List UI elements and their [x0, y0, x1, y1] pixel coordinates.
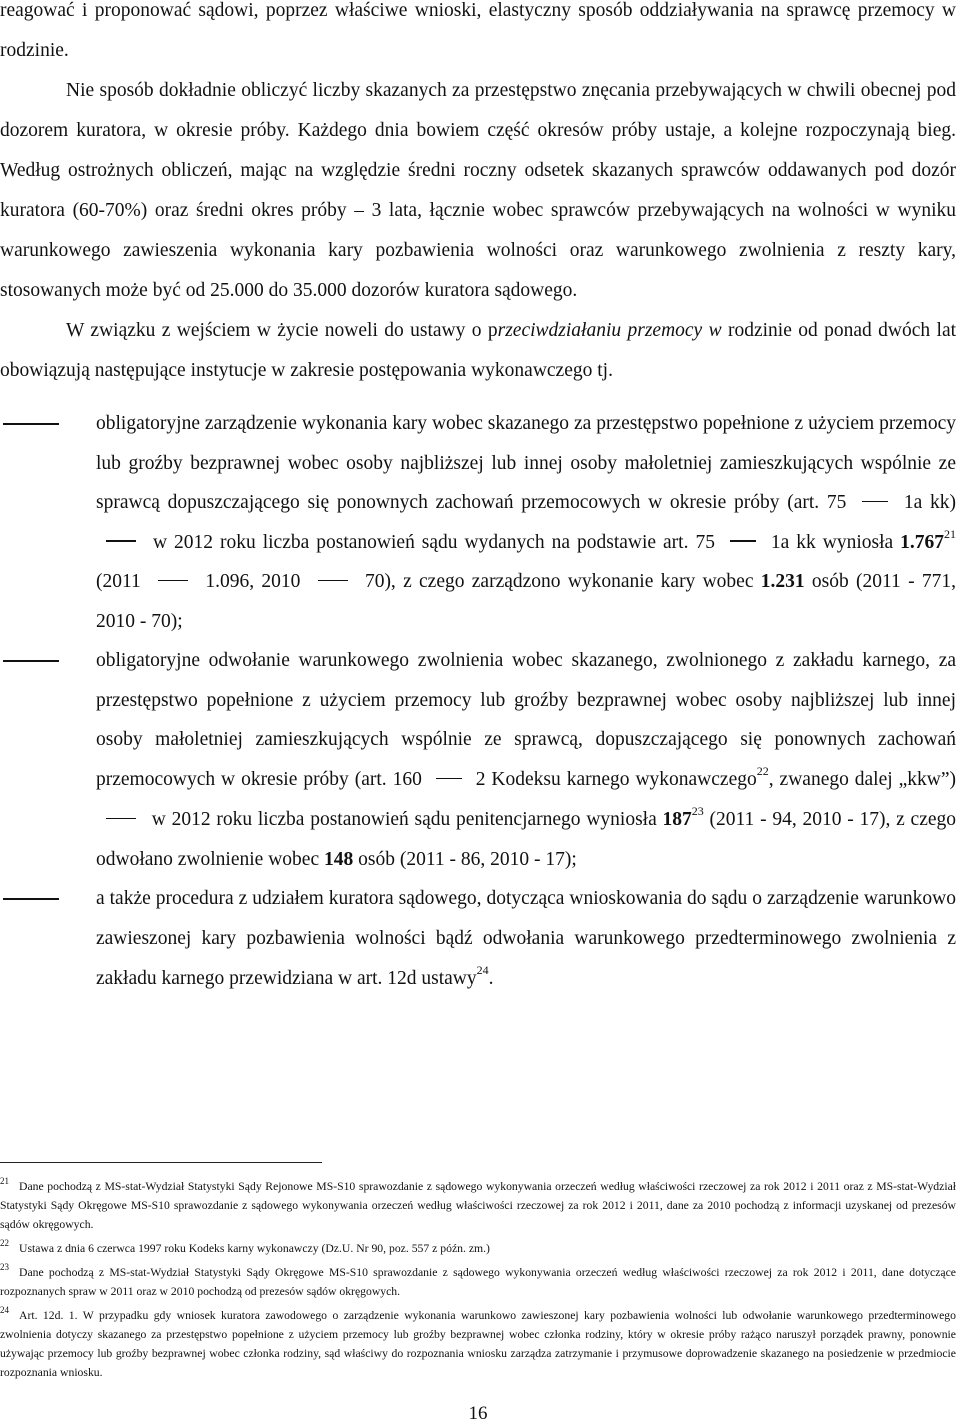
- footnote-number: 24: [0, 1305, 9, 1315]
- footnote-reference: 22: [756, 764, 769, 779]
- footnote-text: Dane pochodzą z MS-stat-Wydział Statystyki Sądy Rejonowe MS-S10 sprawozdanie z sądowego wykonywania orzeczeń według właściwości rzeczowej za rok 2012 i 2011 oraz z MS-stat-Wydział Statystyki Sądy Okręgowe MS-S10 sprawozdanie z sądowego wykonywania orzeczeń według właściwości rzeczowej za rok 2012 i 2011, dane za 2010 pochodzą z informacji uzyskanej od prezesów sądów okręgowych.: [0, 1180, 956, 1231]
- list-item-text: (2011: [96, 571, 141, 592]
- dash-bullet-icon: [3, 660, 59, 662]
- list-item-text: 1.096, 2010: [205, 571, 301, 592]
- statistic-value: 1.231: [760, 571, 805, 592]
- footnote-text: Dane pochodzą z MS-stat-Wydział Statystyki Sądy Okręgowe MS-S10 sprawozdanie z sądowego wykonywania orzeczeń według właściwości rzeczowej za rok 2012 i 2011, dane dotyczące rozpoznanych spraw w 2011 oraz w 2010 pochodzą od prezesów sądów okręgowych.: [0, 1266, 956, 1298]
- dash-separator-icon: [106, 540, 136, 541]
- paragraph-institutions-text-a: W związku z wejściem w życie noweli do ustawy o p: [66, 320, 498, 341]
- dash-bullet-icon: [3, 898, 59, 900]
- statistic-value: 148: [323, 848, 354, 870]
- list-item-text: , zwanego dalej „kkw”): [768, 769, 956, 791]
- footnote-text: Ustawa z dnia 6 czerwca 1997 roku Kodeks karny wykonawczy (Dz.U. Nr 90, poz. 557 z późn. zm.): [19, 1242, 490, 1255]
- list-item-text: a także procedura z udziałem kuratora sądowego, dotycząca wnioskowania do sądu o zarządzenie warunkowo zawieszonej kary pozbawienia wolności bądź odwołania warunkowego przedterminowego zwolnienia z zakładu karnego przewidziana w art. 12d ustawy: [96, 888, 956, 990]
- paragraph-intro: reagować i proponować sądowi, poprzez właściwe wnioski, elastyczny sposób oddziaływania na sprawcę przemocy w rodzinie.: [0, 0, 956, 61]
- list-item-text: obligatoryjne odwołanie warunkowego zwolnienia wobec skazanego, zwolnionego z zakładu karnego, za przestępstwo popełnione z użyciem przemocy lub groźby bezprawnej wobec osoby najbliższej lub innej osoby małoletniej zamieszkujących wspólnie ze sprawcą, dopuszczającego się ponownych zachowań przemocowych w okresie próby (art. 160: [96, 650, 956, 791]
- footnote-number: 22: [0, 1238, 9, 1248]
- list-item-text: 70), z czego zarządzono wykonanie kary wobec: [364, 571, 754, 592]
- paragraph-institutions-italic: rzeciwdziałaniu przemocy w: [497, 320, 722, 341]
- statistic-value: 1.767: [900, 531, 945, 553]
- footnote-text: Art. 12d. 1. W przypadku gdy wniosek kuratora zawodowego o zarządzenie wykonania warunkowo zawieszonej kary pozbawienia wolności lub odwołanie warunkowego przedterminowego zwolnienia dotyczy skazanego za przestępstwo popełnione z użyciem przemocy lub groźby bezprawnej wobec członka rodziny, który w okresie próby rażąco naruszył porządek prawny, ponownie używając przemocy lub groźby bezprawnej wobec członka rodziny, sąd właściwy do rozpoznania wniosku zarządza zatrzymanie i przymusowe doprowadzenie skazanego na posiedzenie w przedmiocie rozpoznania wniosku.: [0, 1309, 956, 1379]
- footnote: [0, 1172, 956, 1234]
- footnote: [0, 1258, 956, 1301]
- footnote: [0, 1301, 956, 1382]
- list-item-text: osób (2011 - 771, 2010 - 70);: [96, 571, 956, 632]
- footnote-reference: 21: [944, 526, 957, 541]
- footnotes: [0, 1172, 956, 1382]
- paragraph-institutions: [0, 311, 956, 391]
- list-item: [0, 641, 956, 879]
- footnote-reference: 24: [476, 963, 489, 978]
- list-item-text: osób (2011 - 86, 2010 - 17);: [358, 848, 577, 870]
- statistic-value: 187: [662, 808, 692, 830]
- page-number: 16: [468, 1403, 488, 1424]
- list-item-text: (2011 - 94, 2010 - 17), z czego odwołano zwolnienie wobec: [96, 808, 957, 870]
- footnote-divider: [0, 1162, 322, 1163]
- dash-separator-icon: [158, 580, 188, 581]
- section-sign-icon: [436, 778, 462, 779]
- footnote-number: 23: [0, 1262, 9, 1272]
- dash-separator-icon: [318, 580, 348, 581]
- list-item-text: 1a kk wyniosła: [770, 531, 894, 553]
- section-sign-icon: [730, 540, 756, 541]
- section-sign-icon: [862, 501, 888, 502]
- paragraph-statistics: Nie sposób dokładnie obliczyć liczby skazanych za przestępstwo znęcania przebywających w chwili obecnej pod dozorem kuratora, w okresie próby. Każdego dnia bowiem część okresów próby ustaje, a kolejne rozpoczynają bieg. Według ostrożnych obliczeń, mając na względzie średni roczny odsetek skazanych sprawców oddawanych pod dozór kuratora (60-70%) oraz średni okres próby – 3 lata, łącznie wobec sprawców przebywających na wolności w wyniku warunkowego zawieszenia wykonania kary pozbawienia wolności oraz warunkowego zwolnienia z reszty kary, stosowanych może być od 25.000 do 35.000 dozorów kuratora sądowego.: [0, 80, 956, 301]
- list-item: [0, 404, 956, 641]
- footnote: [0, 1234, 956, 1258]
- list-item-text: 1a kk): [903, 492, 957, 513]
- dash-bullet-icon: [3, 423, 59, 425]
- dash-separator-icon: [106, 818, 136, 819]
- list-item-text: .: [488, 968, 494, 990]
- list-item-text: 2 Kodeksu karnego wykonawczego: [475, 769, 757, 791]
- list-item: [0, 879, 956, 999]
- list-item-text: w 2012 roku liczba postanowień sądu wydanych na podstawie art. 75: [152, 531, 715, 553]
- list-item-text: obligatoryjne zarządzenie wykonania kary wobec skazanego za przestępstwo popełnione z użyciem przemocy lub groźby bezprawnej wobec osoby najbliższej lub innej osoby małoletniej zamieszkujących wspólnie ze sprawcą dopuszczającego się ponownych zachowań przemocowych w okresie próby (art. 75: [96, 413, 956, 513]
- paragraph-institutions-text-b: rodzinie od ponad dwóch lat obowiązują następujące instytucje w zakresie postępowania wykonawczego tj.: [0, 320, 957, 381]
- institutions-list: [0, 404, 956, 999]
- footnote-reference: 23: [691, 803, 704, 818]
- list-item-text: w 2012 roku liczba postanowień sądu penitencjarnego wyniosła: [151, 808, 657, 830]
- footnote-number: 21: [0, 1176, 9, 1186]
